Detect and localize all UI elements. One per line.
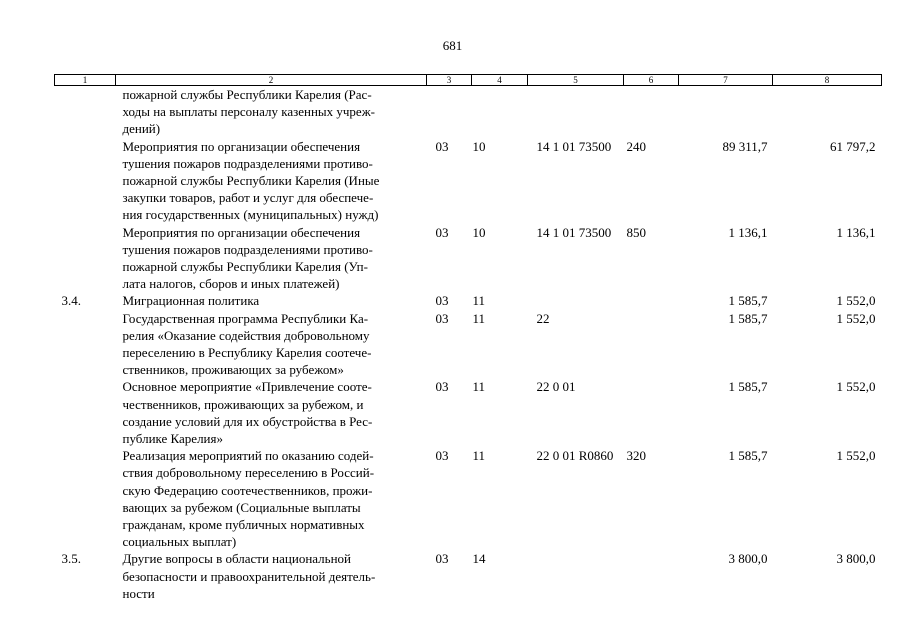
amount-year-1: 1 585,7	[728, 310, 768, 326]
expense-name-line: публике Карелия»	[122, 431, 223, 447]
amount-year-1: 89 311,7	[722, 138, 768, 154]
table-row	[55, 138, 882, 224]
expense-name-line: лата налогов, сборов и иных платежей)	[122, 276, 340, 292]
expense-type-code	[624, 310, 679, 379]
expense-type-code	[624, 550, 679, 602]
expense-name-line: скую Федерацию соотечественников, прожи-	[122, 482, 373, 498]
subsection-code: 10	[472, 138, 486, 154]
expense-name-line: дений)	[122, 121, 161, 137]
expense-name-line: ния государственных (муниципальных) нужд)	[122, 207, 379, 223]
section-code: 03	[435, 310, 449, 326]
expense-name	[116, 550, 427, 602]
section-code: 03	[435, 138, 449, 154]
amount-year-2: 1 552,0	[836, 310, 876, 326]
subsection-code	[472, 86, 528, 138]
expense-name-line: безопасности и правоохранительной деятель-	[122, 568, 376, 584]
amount-year-2: 61 797,2	[830, 138, 876, 154]
expense-type-code: 320	[626, 448, 646, 464]
target-article-code	[528, 292, 624, 309]
amount-year-1: 1 585,7	[728, 379, 768, 395]
row-number	[55, 138, 116, 224]
row-number	[55, 86, 116, 138]
expense-name-line: пожарной службы Республики Карелия (Иные	[122, 173, 380, 189]
section-code	[427, 86, 472, 138]
expense-type-code: 850	[626, 224, 646, 240]
expense-name	[116, 310, 427, 379]
column-header: 2	[116, 75, 427, 86]
target-article-code	[528, 86, 624, 138]
amount-year-1: 3 800,0	[728, 551, 768, 567]
expense-name-line: тушения пожаров подразделениями противо-	[122, 241, 373, 257]
expense-name-line: тушения пожаров подразделениями противо-	[122, 155, 373, 171]
amount-year-2: 1 136,1	[836, 224, 876, 240]
table-body	[55, 86, 882, 603]
expense-name-line: ходы на выплаты персоналу казенных учреж-	[122, 104, 376, 120]
expense-name-line: создание условий для их обустройства в Рес-	[122, 413, 373, 429]
table-row	[55, 550, 882, 602]
amount-year-2: 3 800,0	[836, 551, 876, 567]
column-header: 3	[427, 75, 472, 86]
subsection-code: 10	[472, 224, 486, 240]
expense-name	[116, 224, 427, 293]
expense-name-line: Государственная программа Республики Ка-	[122, 310, 369, 326]
target-article-code: 22 0 01 R0860	[536, 448, 614, 464]
target-article-code: 22	[536, 310, 550, 326]
expense-name-line: Реализация мероприятий по оказанию содей-	[122, 448, 374, 464]
section-code: 03	[435, 224, 449, 240]
expense-name-line: закупки товаров, работ и услуг для обеспече-	[122, 190, 374, 206]
subsection-code: 11	[472, 448, 486, 464]
amount-year-1: 1 585,7	[728, 293, 768, 309]
section-code: 03	[435, 293, 449, 309]
table-row	[55, 310, 882, 379]
amount-year-2: 1 552,0	[836, 448, 876, 464]
expense-name	[116, 86, 427, 138]
expense-name-line: ственников, проживающих за рубежом»	[122, 362, 344, 378]
column-header: 1	[55, 75, 116, 86]
table-row	[55, 378, 882, 447]
section-code: 03	[435, 551, 449, 567]
expense-name-line: чественников, проживающих за рубежом, и	[122, 396, 364, 412]
target-article-code	[528, 550, 624, 602]
amount-year-1	[679, 86, 773, 138]
section-code: 03	[435, 379, 449, 395]
expense-name-line: Другие вопросы в области национальной	[122, 551, 351, 567]
subsection-code: 11	[472, 379, 486, 395]
row-number: 3.5.	[61, 551, 81, 567]
table-row	[55, 292, 882, 309]
expense-name-line: гражданам, кроме публичных нормативных	[122, 517, 365, 533]
page-number: 681	[442, 38, 463, 53]
row-number: 3.4.	[61, 293, 81, 309]
table-row	[55, 224, 882, 293]
target-article-code: 14 1 01 73500	[536, 224, 612, 240]
target-article-code: 14 1 01 73500	[536, 138, 612, 154]
column-header: 5	[528, 75, 624, 86]
expense-type-code	[624, 292, 679, 309]
expense-type-code	[624, 86, 679, 138]
budget-table	[54, 74, 882, 602]
row-number	[55, 378, 116, 447]
table-row	[55, 86, 882, 138]
expense-name	[116, 138, 427, 224]
row-number	[55, 224, 116, 293]
subsection-code: 11	[472, 310, 486, 326]
expense-name-line: Миграционная политика	[122, 293, 260, 309]
subsection-code: 11	[472, 293, 486, 309]
column-number-header-row	[55, 75, 882, 86]
amount-year-2: 1 552,0	[836, 379, 876, 395]
row-number	[55, 310, 116, 379]
expense-name-line: ности	[122, 585, 155, 601]
column-header: 7	[679, 75, 773, 86]
amount-year-1: 1 585,7	[728, 448, 768, 464]
amount-year-1: 1 136,1	[728, 224, 768, 240]
expense-type-code	[624, 378, 679, 447]
amount-year-2: 1 552,0	[836, 293, 876, 309]
expense-name	[116, 292, 427, 309]
row-number	[55, 447, 116, 550]
expense-name-line: переселению в Республику Карелия соотече-	[122, 345, 372, 361]
column-header: 6	[624, 75, 679, 86]
expense-name-line: Основное мероприятие «Привлечение сооте-	[122, 379, 372, 395]
expense-name-line: Мероприятия по организации обеспечения	[122, 138, 361, 154]
subsection-code: 14	[472, 551, 486, 567]
expense-name	[116, 378, 427, 447]
section-code: 03	[435, 448, 449, 464]
table-row	[55, 447, 882, 550]
expense-name-line: вающих за рубежом (Социальные выплаты	[122, 499, 361, 515]
expense-name-line: пожарной службы Республики Карелия (Уп-	[122, 259, 368, 275]
column-header: 4	[472, 75, 528, 86]
expense-name-line: релия «Оказание содействия добровольному	[122, 327, 370, 343]
amount-year-2	[773, 86, 882, 138]
target-article-code: 22 0 01	[536, 379, 576, 395]
column-header: 8	[773, 75, 882, 86]
expense-name-line: ствия добровольному переселению в Россий-	[122, 465, 375, 481]
expense-type-code: 240	[626, 138, 646, 154]
expense-name-line: социальных выплат)	[122, 534, 237, 550]
expense-name-line: пожарной службы Республики Карелия (Рас-	[122, 87, 372, 102]
expense-name	[116, 447, 427, 550]
expense-name-line: Мероприятия по организации обеспечения	[122, 224, 361, 240]
